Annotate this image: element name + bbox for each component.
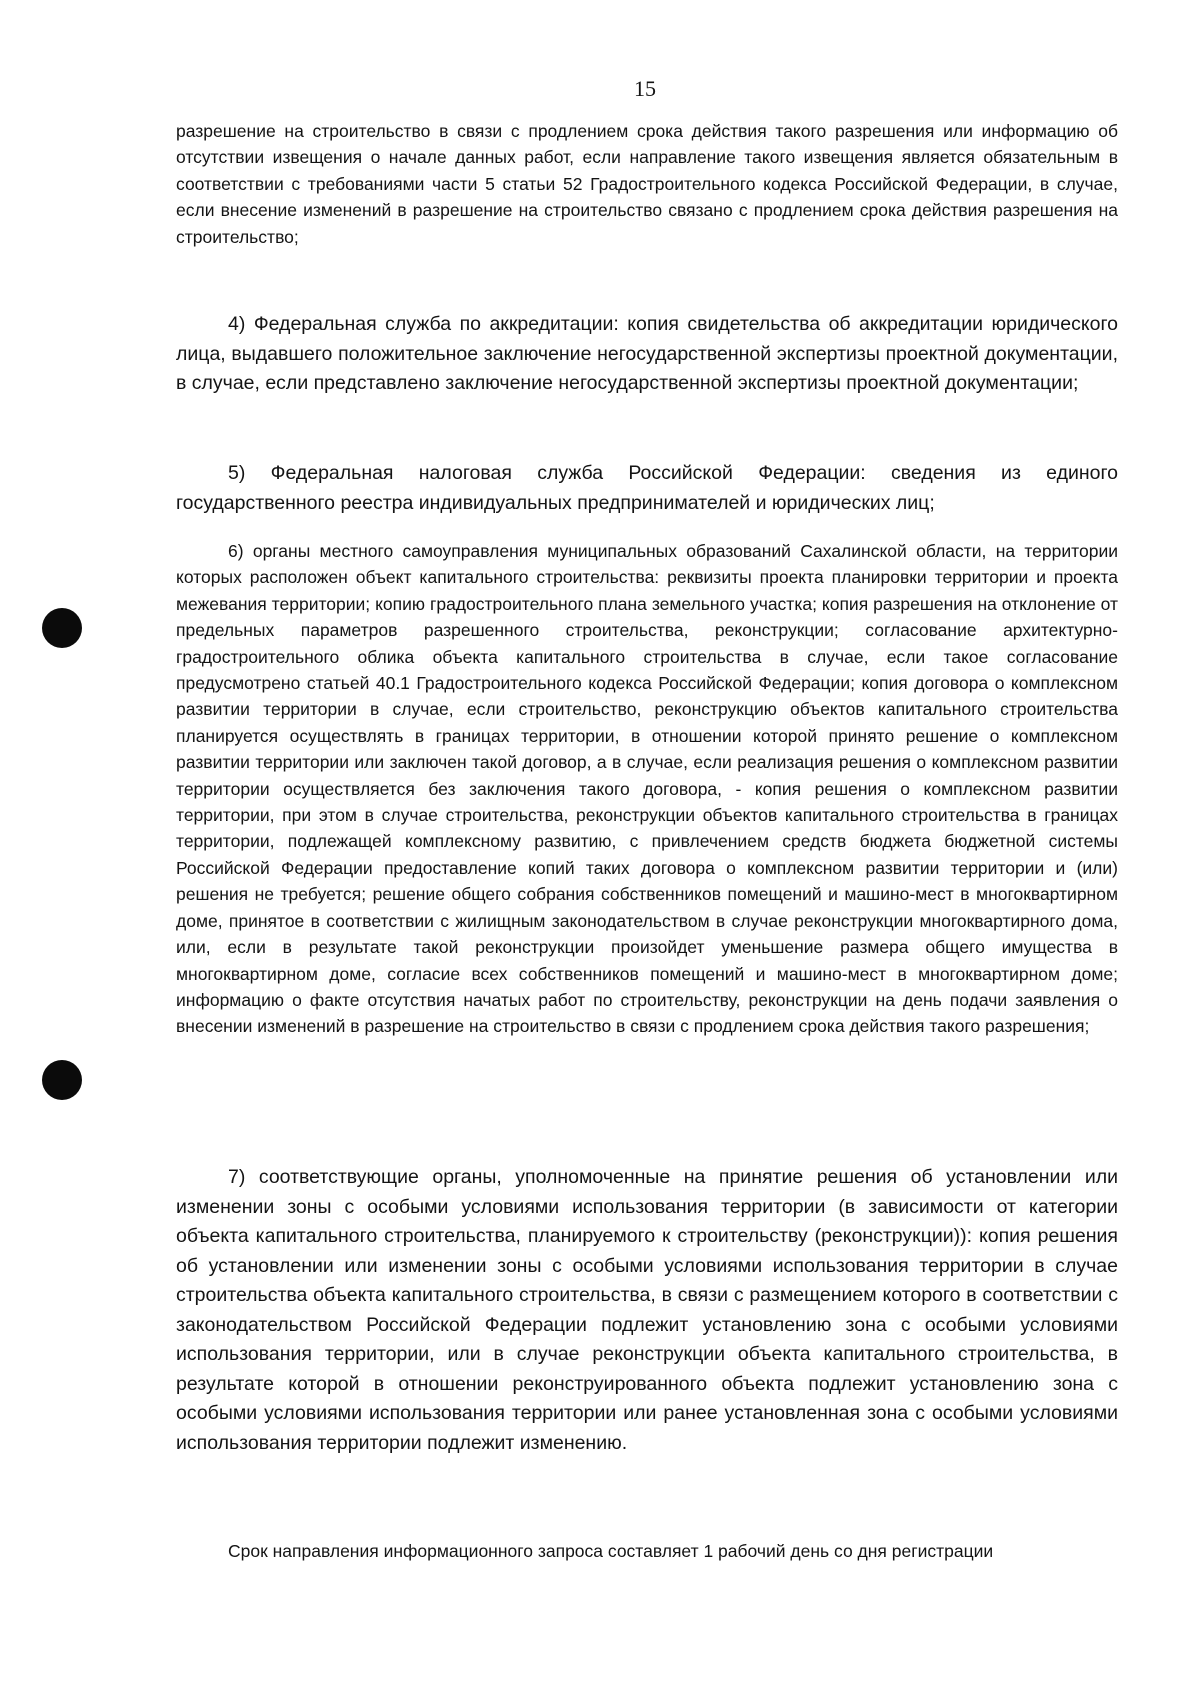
paragraph-tax-service: 5) Федеральная налоговая служба Российской Федерации: сведения из единого государственного реестра индивидуальных предпринимателей и юридических лиц; xyxy=(176,462,1118,514)
paragraph-accreditation-service: 4) Федеральная служба по аккредитации: копия свидетельства об аккредитации юридического лица, выдавшего положительное заключение негосударственной экспертизы проектной документации, в случае, если представлено заключение негосударственной экспертизы проектной документации; xyxy=(176,313,1118,394)
paragraph-local-authorities: 6) органы местного самоуправления муниципальных образований Сахалинской области, на территории которых расположен объект капитального строительства: реквизиты проекта планировки территории и проекта межевания территории; копию градостроительного плана земельного участка; копия разрешения на отклонение от предельных параметров разрешенного строительства, реконструкции; согласование архитектурно-градостроительного облика объекта капитального строительства в случае, если такое согласование предусмотрено статьей 40.1 Градостроительного кодекса Российской Федерации; копия договора о комплексном развитии территории в случае, если строительство, реконструкцию объектов капитального строительства планируется осуществлять в границах территории, в отношении которой принято решение о комплексном развитии территории или заключен такой договор, а в случае, если реализация решения о комплексном развитии территории осуществляется без заключения такого договора, - копия решения о комплексном развитии территории, при этом в случае строительства, реконструкции объектов капитального строительства в границах территории, подлежащей комплексному развитию, с привлечением средств бюджета бюджетной системы Российской Федерации предоставление копий таких договора о комплексном развитии территории и (или) решения не требуется; решение общего собрания собственников помещений и машино-мест в многоквартирном доме, принятое в соответствии с жилищным законодательством в случае реконструкции многоквартирного дома, или, если в результате такой реконструкции произойдет уменьшение размера общего имущества в многоквартирном доме, согласие всех собственников помещений и машино-мест в многоквартирном доме; информацию о факте отсутствия начатых работ по строительству, реконструкции на день подачи заявления о внесении изменений в разрешение на строительство в связи с продлением срока действия такого разрешения; xyxy=(176,541,1118,1037)
paragraph-request-deadline: Срок направления информационного запроса составляет 1 рабочий день со дня регистрации xyxy=(228,1541,994,1561)
binder-hole-mark xyxy=(42,608,82,648)
page-number: 15 xyxy=(634,76,656,101)
paragraph-special-zones: 7) соответствующие органы, уполномоченные на принятие решения об установлении или изменении зоны с особыми условиями использования территории (в зависимости от категории объекта капитального строительства, планируемого к строительству (реконструкции)): копия решения об установлении или изменении зоны с особыми условиями использования территории в случае строительства объекта капитального строительства, в связи с размещением которого в соответствии с законодательством Российской Федерации подлежит установлению зона с особыми условиями использования территории, или в случае реконструкции объекта капитального строительства, в результате которой в отношении реконструированного объекта подлежит установлению зона с особыми условиями использования территории или ранее установленная зона с особыми условиями использования территории подлежит изменению. xyxy=(176,1166,1118,1454)
paragraph-permit-extension: разрешение на строительство в связи с продлением срока действия такого разрешения или информацию об отсутствии извещения о начале данных работ, если направление такого извещения является обязательным в соответствии с требованиями части 5 статьи 52 Градостроительного кодекса Российской Федерации, в случае, если внесение изменений в разрешение на строительство связано с продлением срока действия разрешения на строительство; xyxy=(176,121,1118,247)
binder-hole-mark xyxy=(42,1060,82,1100)
